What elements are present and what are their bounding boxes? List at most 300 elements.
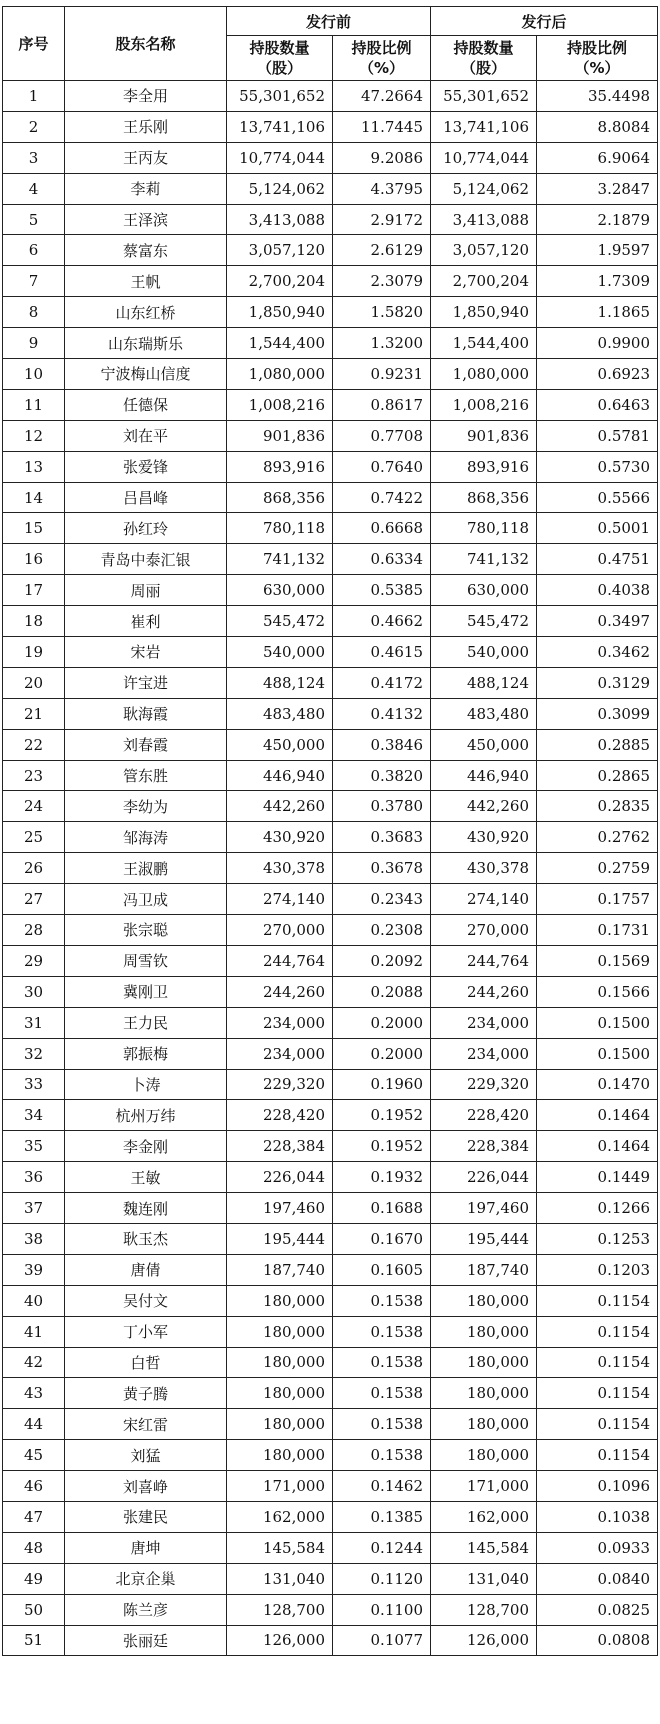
cell-after-pct: 0.5730 [537, 451, 658, 482]
cell-after-pct: 0.1569 [537, 945, 658, 976]
cell-before-pct: 0.1100 [333, 1594, 431, 1625]
cell-before-pct: 0.2088 [333, 976, 431, 1007]
header-shares-unit: （股） [461, 59, 507, 77]
cell-after-pct: 0.1464 [537, 1131, 658, 1162]
cell-before-pct: 0.9231 [333, 359, 431, 390]
cell-before-shares: 55,301,652 [227, 81, 333, 112]
cell-after-shares: 3,413,088 [431, 204, 537, 235]
cell-after-pct: 6.9064 [537, 142, 658, 173]
cell-before-pct: 0.1605 [333, 1254, 431, 1285]
cell-name: 郭振梅 [65, 1038, 227, 1069]
table-row [3, 1625, 658, 1656]
cell-after-shares: 1,544,400 [431, 328, 537, 359]
header-ratio-unit: （%） [358, 59, 405, 77]
cell-before-pct: 0.2343 [333, 884, 431, 915]
cell-after-pct: 0.3462 [537, 637, 658, 668]
cell-seq: 45 [3, 1440, 65, 1471]
cell-name: 丁小军 [65, 1316, 227, 1347]
cell-before-pct: 0.1538 [333, 1440, 431, 1471]
cell-after-shares: 630,000 [431, 575, 537, 606]
cell-seq: 27 [3, 884, 65, 915]
cell-name: 管东胜 [65, 760, 227, 791]
cell-after-pct: 0.2762 [537, 822, 658, 853]
cell-seq: 4 [3, 173, 65, 204]
cell-name: 张宗聪 [65, 915, 227, 946]
cell-before-pct: 0.1077 [333, 1625, 431, 1656]
cell-after-pct: 0.2885 [537, 729, 658, 760]
cell-name: 唐坤 [65, 1532, 227, 1563]
cell-before-shares: 780,118 [227, 513, 333, 544]
cell-after-pct: 1.7309 [537, 266, 658, 297]
cell-before-pct: 0.1952 [333, 1131, 431, 1162]
cell-name: 周丽 [65, 575, 227, 606]
cell-name: 蔡富东 [65, 235, 227, 266]
header-ratio-label: 持股比例 [567, 39, 628, 57]
cell-before-pct: 1.5820 [333, 297, 431, 328]
cell-name: 刘猛 [65, 1440, 227, 1471]
cell-after-pct: 0.1203 [537, 1254, 658, 1285]
cell-name: 魏连刚 [65, 1193, 227, 1224]
header-before-group: 发行前 [227, 7, 431, 36]
table-row [3, 915, 658, 946]
cell-before-pct: 0.3780 [333, 791, 431, 822]
cell-after-shares: 55,301,652 [431, 81, 537, 112]
cell-after-pct: 0.1470 [537, 1069, 658, 1100]
cell-after-pct: 3.2847 [537, 173, 658, 204]
table-row [3, 976, 658, 1007]
cell-before-shares: 868,356 [227, 482, 333, 513]
cell-seq: 29 [3, 945, 65, 976]
cell-seq: 1 [3, 81, 65, 112]
cell-after-pct: 0.1096 [537, 1471, 658, 1502]
cell-name: 邹海涛 [65, 822, 227, 853]
table-row [3, 297, 658, 328]
cell-after-shares: 180,000 [431, 1378, 537, 1409]
cell-before-shares: 893,916 [227, 451, 333, 482]
cell-name: 黄子腾 [65, 1378, 227, 1409]
cell-seq: 39 [3, 1254, 65, 1285]
cell-after-shares: 868,356 [431, 482, 537, 513]
cell-before-pct: 0.3846 [333, 729, 431, 760]
table-row [3, 1285, 658, 1316]
cell-after-pct: 0.4751 [537, 544, 658, 575]
cell-before-shares: 430,378 [227, 853, 333, 884]
cell-name: 陈兰彦 [65, 1594, 227, 1625]
cell-after-pct: 0.2835 [537, 791, 658, 822]
cell-before-shares: 244,260 [227, 976, 333, 1007]
cell-before-shares: 5,124,062 [227, 173, 333, 204]
table-row [3, 698, 658, 729]
cell-seq: 9 [3, 328, 65, 359]
cell-name: 周雪钦 [65, 945, 227, 976]
cell-after-shares: 187,740 [431, 1254, 537, 1285]
cell-seq: 18 [3, 606, 65, 637]
cell-after-shares: 450,000 [431, 729, 537, 760]
cell-name: 冀刚卫 [65, 976, 227, 1007]
cell-seq: 44 [3, 1409, 65, 1440]
cell-after-pct: 0.1757 [537, 884, 658, 915]
cell-before-shares: 13,741,106 [227, 111, 333, 142]
cell-after-shares: 893,916 [431, 451, 537, 482]
table-row [3, 667, 658, 698]
cell-before-pct: 0.1462 [333, 1471, 431, 1502]
cell-seq: 2 [3, 111, 65, 142]
header-shares-label: 持股数量 [249, 39, 310, 57]
cell-before-pct: 2.9172 [333, 204, 431, 235]
cell-after-shares: 145,584 [431, 1532, 537, 1563]
table-row [3, 111, 658, 142]
cell-before-shares: 901,836 [227, 420, 333, 451]
table-row [3, 884, 658, 915]
cell-name: 宋岩 [65, 637, 227, 668]
cell-before-pct: 2.3079 [333, 266, 431, 297]
cell-after-shares: 270,000 [431, 915, 537, 946]
table-row [3, 1100, 658, 1131]
cell-seq: 23 [3, 760, 65, 791]
cell-name: 李幼为 [65, 791, 227, 822]
cell-after-shares: 228,420 [431, 1100, 537, 1131]
cell-before-pct: 0.6668 [333, 513, 431, 544]
cell-after-shares: 162,000 [431, 1501, 537, 1532]
cell-after-shares: 2,700,204 [431, 266, 537, 297]
header-shares-unit: （股） [256, 59, 302, 77]
table-row [3, 729, 658, 760]
cell-before-shares: 442,260 [227, 791, 333, 822]
cell-seq: 15 [3, 513, 65, 544]
cell-before-pct: 0.4662 [333, 606, 431, 637]
cell-after-pct: 0.6923 [537, 359, 658, 390]
cell-seq: 47 [3, 1501, 65, 1532]
cell-after-shares: 483,480 [431, 698, 537, 729]
cell-name: 孙红玲 [65, 513, 227, 544]
cell-after-pct: 8.8084 [537, 111, 658, 142]
table-row [3, 1254, 658, 1285]
table-row [3, 1471, 658, 1502]
cell-before-pct: 0.1932 [333, 1162, 431, 1193]
cell-before-pct: 0.4132 [333, 698, 431, 729]
cell-seq: 42 [3, 1347, 65, 1378]
table-header [3, 7, 658, 81]
table-row [3, 575, 658, 606]
header-name: 股东名称 [65, 7, 227, 81]
cell-after-pct: 0.2759 [537, 853, 658, 884]
cell-seq: 3 [3, 142, 65, 173]
cell-seq: 12 [3, 420, 65, 451]
cell-before-shares: 128,700 [227, 1594, 333, 1625]
cell-name: 杭州万纬 [65, 1100, 227, 1131]
cell-before-pct: 47.2664 [333, 81, 431, 112]
cell-before-pct: 2.6129 [333, 235, 431, 266]
cell-before-shares: 228,420 [227, 1100, 333, 1131]
cell-before-shares: 180,000 [227, 1378, 333, 1409]
cell-seq: 17 [3, 575, 65, 606]
cell-after-pct: 0.1154 [537, 1285, 658, 1316]
cell-after-pct: 0.3099 [537, 698, 658, 729]
cell-seq: 43 [3, 1378, 65, 1409]
cell-before-shares: 10,774,044 [227, 142, 333, 173]
cell-name: 刘喜峥 [65, 1471, 227, 1502]
cell-before-shares: 162,000 [227, 1501, 333, 1532]
cell-after-pct: 0.5001 [537, 513, 658, 544]
table-row [3, 328, 658, 359]
cell-before-shares: 180,000 [227, 1440, 333, 1471]
table-row [3, 1223, 658, 1254]
cell-before-shares: 180,000 [227, 1409, 333, 1440]
cell-before-pct: 0.1120 [333, 1563, 431, 1594]
cell-after-shares: 126,000 [431, 1625, 537, 1656]
cell-after-pct: 0.1731 [537, 915, 658, 946]
cell-before-shares: 450,000 [227, 729, 333, 760]
cell-name: 刘春霞 [65, 729, 227, 760]
cell-seq: 34 [3, 1100, 65, 1131]
cell-after-shares: 540,000 [431, 637, 537, 668]
cell-before-shares: 244,764 [227, 945, 333, 976]
cell-before-pct: 11.7445 [333, 111, 431, 142]
cell-seq: 20 [3, 667, 65, 698]
table-row [3, 1594, 658, 1625]
cell-name: 王泽滨 [65, 204, 227, 235]
cell-before-shares: 171,000 [227, 1471, 333, 1502]
header-ratio-unit: （%） [574, 59, 620, 77]
cell-before-pct: 0.8617 [333, 389, 431, 420]
cell-before-pct: 4.3795 [333, 173, 431, 204]
cell-after-shares: 180,000 [431, 1347, 537, 1378]
cell-before-shares: 187,740 [227, 1254, 333, 1285]
cell-seq: 38 [3, 1223, 65, 1254]
cell-seq: 11 [3, 389, 65, 420]
header-before-shares [227, 36, 333, 81]
cell-after-shares: 741,132 [431, 544, 537, 575]
cell-after-pct: 2.1879 [537, 204, 658, 235]
cell-before-shares: 270,000 [227, 915, 333, 946]
cell-name: 山东瑞斯乐 [65, 328, 227, 359]
cell-name: 张建民 [65, 1501, 227, 1532]
cell-seq: 7 [3, 266, 65, 297]
cell-seq: 32 [3, 1038, 65, 1069]
cell-seq: 51 [3, 1625, 65, 1656]
cell-name: 吕昌峰 [65, 482, 227, 513]
cell-after-pct: 0.9900 [537, 328, 658, 359]
cell-after-pct: 1.1865 [537, 297, 658, 328]
cell-before-shares: 197,460 [227, 1193, 333, 1224]
cell-before-pct: 0.3820 [333, 760, 431, 791]
cell-before-shares: 1,850,940 [227, 297, 333, 328]
cell-before-pct: 0.4172 [333, 667, 431, 698]
cell-seq: 14 [3, 482, 65, 513]
cell-name: 山东红桥 [65, 297, 227, 328]
cell-after-shares: 446,940 [431, 760, 537, 791]
table-row [3, 235, 658, 266]
table-row [3, 173, 658, 204]
cell-seq: 49 [3, 1563, 65, 1594]
cell-after-shares: 180,000 [431, 1409, 537, 1440]
cell-after-pct: 0.2865 [537, 760, 658, 791]
cell-name: 王淑鹏 [65, 853, 227, 884]
table-body [3, 81, 658, 1656]
cell-after-pct: 0.1038 [537, 1501, 658, 1532]
cell-seq: 33 [3, 1069, 65, 1100]
cell-before-pct: 0.1960 [333, 1069, 431, 1100]
cell-after-pct: 0.0808 [537, 1625, 658, 1656]
cell-after-shares: 1,850,940 [431, 297, 537, 328]
shareholder-table [2, 6, 658, 1656]
cell-before-shares: 180,000 [227, 1316, 333, 1347]
cell-name: 吴付文 [65, 1285, 227, 1316]
cell-seq: 13 [3, 451, 65, 482]
cell-after-shares: 488,124 [431, 667, 537, 698]
cell-after-pct: 0.0933 [537, 1532, 658, 1563]
cell-after-shares: 244,260 [431, 976, 537, 1007]
cell-seq: 5 [3, 204, 65, 235]
cell-seq: 26 [3, 853, 65, 884]
cell-before-pct: 0.7422 [333, 482, 431, 513]
header-before-ratio [333, 36, 431, 81]
cell-after-pct: 0.4038 [537, 575, 658, 606]
table-row [3, 359, 658, 390]
cell-before-shares: 1,008,216 [227, 389, 333, 420]
cell-name: 王力民 [65, 1007, 227, 1038]
cell-name: 张丽廷 [65, 1625, 227, 1656]
table-row [3, 1007, 658, 1038]
cell-seq: 24 [3, 791, 65, 822]
cell-before-shares: 195,444 [227, 1223, 333, 1254]
header-after-group: 发行后 [431, 7, 658, 36]
cell-after-shares: 234,000 [431, 1038, 537, 1069]
cell-seq: 25 [3, 822, 65, 853]
table-row [3, 1563, 658, 1594]
cell-after-pct: 0.1266 [537, 1193, 658, 1224]
cell-before-shares: 741,132 [227, 544, 333, 575]
table-row [3, 791, 658, 822]
cell-name: 王帆 [65, 266, 227, 297]
cell-name: 白哲 [65, 1347, 227, 1378]
cell-after-pct: 0.6463 [537, 389, 658, 420]
cell-after-pct: 0.1154 [537, 1347, 658, 1378]
cell-name: 崔利 [65, 606, 227, 637]
cell-before-shares: 540,000 [227, 637, 333, 668]
cell-name: 冯卫成 [65, 884, 227, 915]
cell-name: 李金刚 [65, 1131, 227, 1162]
table-row [3, 81, 658, 112]
table-row [3, 1316, 658, 1347]
cell-seq: 8 [3, 297, 65, 328]
cell-after-pct: 0.0825 [537, 1594, 658, 1625]
table-row [3, 760, 658, 791]
cell-seq: 37 [3, 1193, 65, 1224]
cell-before-shares: 226,044 [227, 1162, 333, 1193]
cell-seq: 30 [3, 976, 65, 1007]
cell-before-shares: 2,700,204 [227, 266, 333, 297]
cell-before-pct: 1.3200 [333, 328, 431, 359]
cell-before-shares: 446,940 [227, 760, 333, 791]
cell-before-pct: 0.2308 [333, 915, 431, 946]
table-row [3, 451, 658, 482]
cell-before-shares: 630,000 [227, 575, 333, 606]
cell-after-pct: 0.1500 [537, 1038, 658, 1069]
cell-before-shares: 234,000 [227, 1038, 333, 1069]
cell-after-pct: 0.1500 [537, 1007, 658, 1038]
cell-before-pct: 0.3683 [333, 822, 431, 853]
cell-after-shares: 180,000 [431, 1316, 537, 1347]
cell-after-shares: 244,764 [431, 945, 537, 976]
cell-after-shares: 274,140 [431, 884, 537, 915]
cell-before-pct: 9.2086 [333, 142, 431, 173]
cell-after-pct: 0.1449 [537, 1162, 658, 1193]
cell-seq: 22 [3, 729, 65, 760]
header-seq: 序号 [3, 7, 65, 81]
table-row [3, 637, 658, 668]
cell-name: 宋红雷 [65, 1409, 227, 1440]
cell-seq: 48 [3, 1532, 65, 1563]
cell-after-pct: 0.1253 [537, 1223, 658, 1254]
cell-after-shares: 229,320 [431, 1069, 537, 1100]
cell-seq: 16 [3, 544, 65, 575]
table-row [3, 1038, 658, 1069]
cell-seq: 21 [3, 698, 65, 729]
cell-name: 北京企巢 [65, 1563, 227, 1594]
cell-after-pct: 0.1154 [537, 1378, 658, 1409]
cell-before-pct: 0.1538 [333, 1316, 431, 1347]
cell-after-shares: 780,118 [431, 513, 537, 544]
cell-after-shares: 128,700 [431, 1594, 537, 1625]
cell-name: 青岛中泰汇银 [65, 544, 227, 575]
table-row [3, 266, 658, 297]
cell-name: 宁波梅山信度 [65, 359, 227, 390]
cell-before-pct: 0.1538 [333, 1409, 431, 1440]
header-shares-label: 持股数量 [453, 39, 514, 57]
cell-after-pct: 0.1464 [537, 1100, 658, 1131]
cell-name: 王乐刚 [65, 111, 227, 142]
cell-before-pct: 0.1538 [333, 1347, 431, 1378]
table-row [3, 1162, 658, 1193]
cell-before-pct: 0.7708 [333, 420, 431, 451]
cell-name: 刘在平 [65, 420, 227, 451]
cell-name: 王丙友 [65, 142, 227, 173]
table-row [3, 1378, 658, 1409]
cell-before-shares: 3,057,120 [227, 235, 333, 266]
cell-before-shares: 1,544,400 [227, 328, 333, 359]
table-row [3, 142, 658, 173]
cell-after-pct: 0.0840 [537, 1563, 658, 1594]
cell-before-shares: 3,413,088 [227, 204, 333, 235]
table-row [3, 1131, 658, 1162]
cell-before-pct: 0.1952 [333, 1100, 431, 1131]
cell-seq: 36 [3, 1162, 65, 1193]
cell-before-pct: 0.1670 [333, 1223, 431, 1254]
cell-after-pct: 0.3497 [537, 606, 658, 637]
cell-after-shares: 442,260 [431, 791, 537, 822]
cell-before-pct: 0.1385 [333, 1501, 431, 1532]
table-row [3, 853, 658, 884]
header-after-shares [431, 36, 537, 81]
cell-before-shares: 234,000 [227, 1007, 333, 1038]
table-row [3, 482, 658, 513]
cell-before-pct: 0.1244 [333, 1532, 431, 1563]
cell-before-pct: 0.1688 [333, 1193, 431, 1224]
cell-before-shares: 180,000 [227, 1285, 333, 1316]
table-row [3, 204, 658, 235]
cell-after-pct: 35.4498 [537, 81, 658, 112]
cell-seq: 50 [3, 1594, 65, 1625]
table-row [3, 606, 658, 637]
cell-after-shares: 197,460 [431, 1193, 537, 1224]
table-row [3, 544, 658, 575]
table-row [3, 513, 658, 544]
cell-before-shares: 145,584 [227, 1532, 333, 1563]
table-row [3, 1440, 658, 1471]
cell-before-pct: 0.2092 [333, 945, 431, 976]
cell-before-shares: 180,000 [227, 1347, 333, 1378]
